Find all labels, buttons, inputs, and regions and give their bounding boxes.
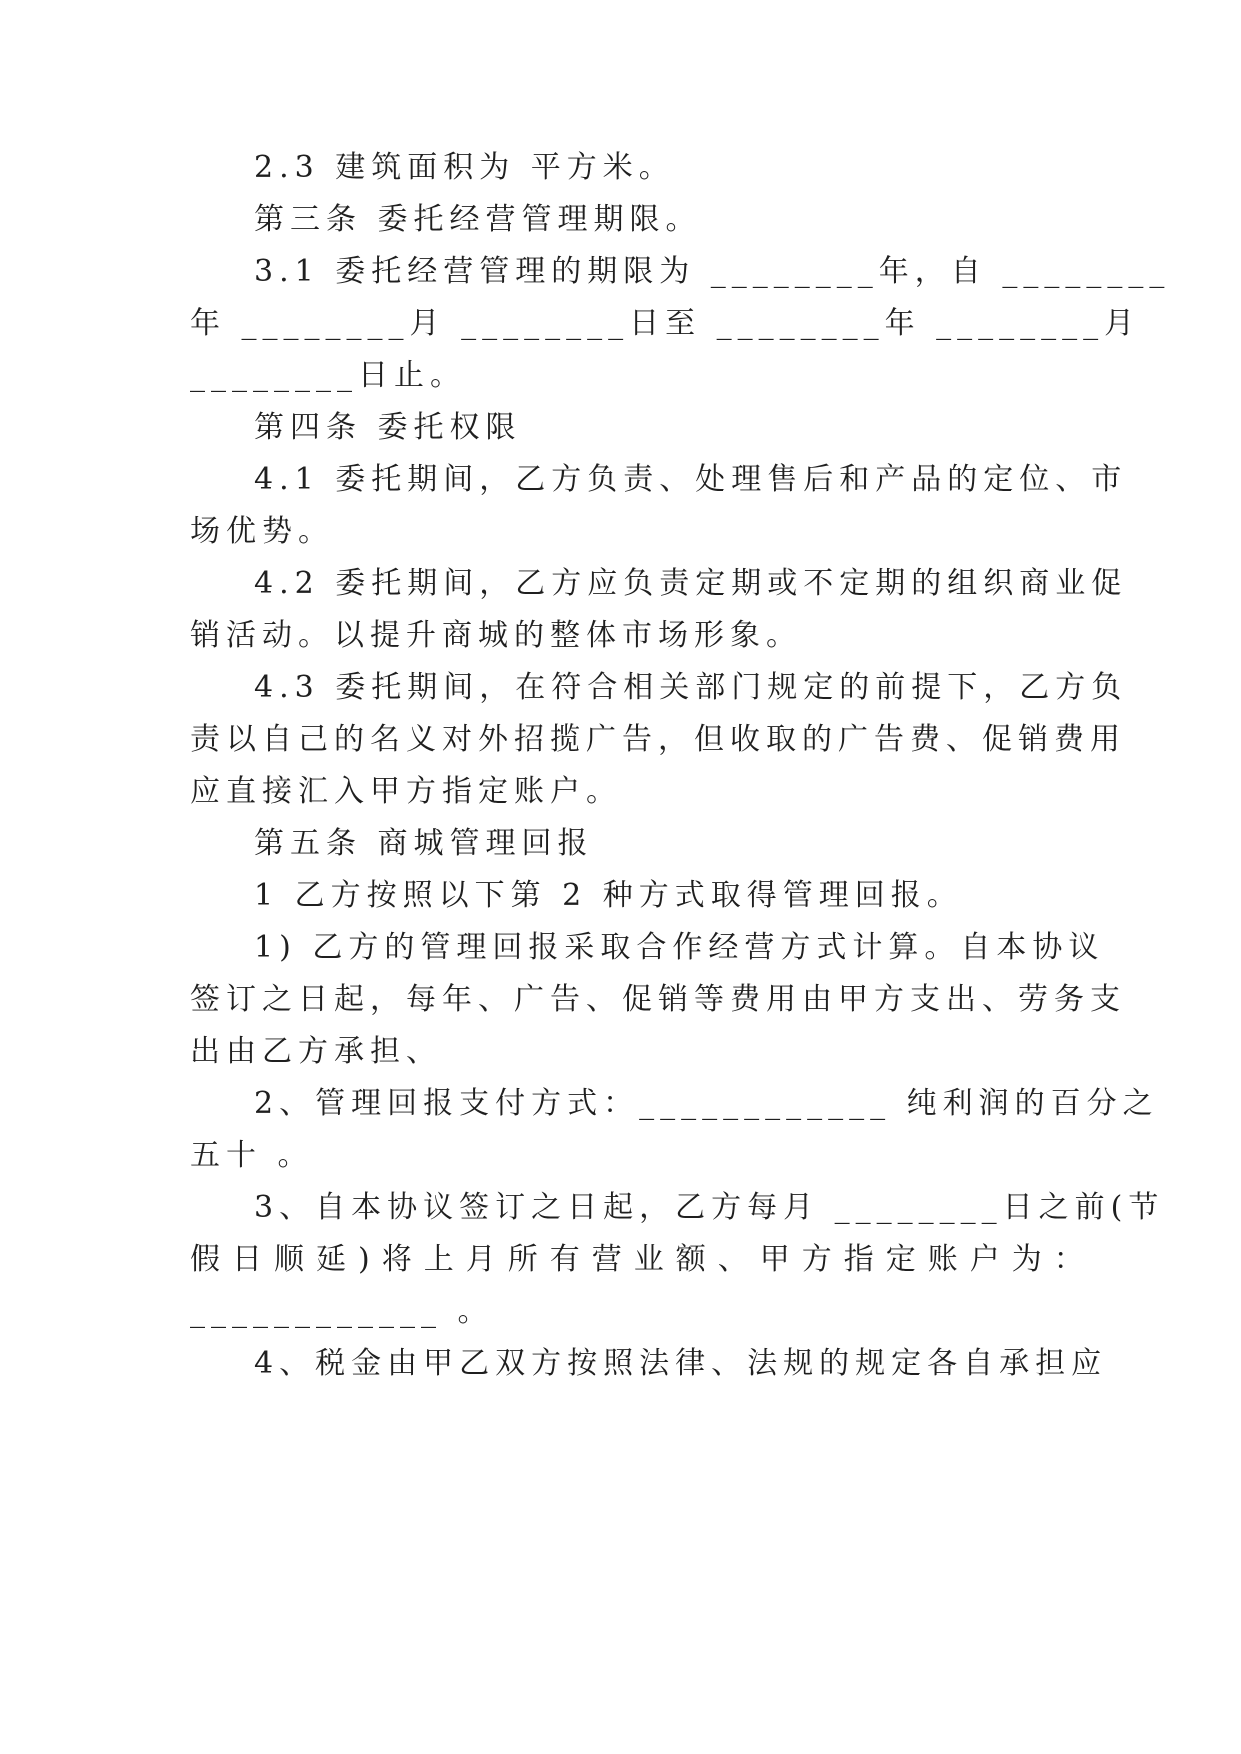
clause-4-1: 4.1 委托期间，乙方负责、处理售后和产品的定位、市 [254,462,1128,497]
clause-2-3: 2.3 建筑面积为 平方米。 [254,150,675,185]
clause-5-3-end: ____________ 。 [190,1294,494,1329]
clause-4-1-cont: 场优势。 [190,514,334,549]
clause-5-1-option: 1) 乙方的管理回报采取合作经营方式计算。自本协议 [254,930,1105,965]
clause-3-1-end: ________日止。 [190,358,466,393]
clause-5-3: 3、自本协议签订之日起，乙方每月 ________日之前(节 [254,1190,1165,1225]
clause-5-3-cont: 假日顺延)将上月所有营业额、甲方指定账户为： [190,1242,1096,1277]
clause-4-2-cont: 销活动。以提升商城的整体市场形象。 [190,618,802,653]
clause-5-4: 4、税金由甲乙双方按照法律、法规的规定各自承担应 [254,1346,1108,1381]
clause-5-2-cont: 五十 。 [190,1138,314,1173]
clause-5-1-option-end: 出由乙方承担、 [190,1034,442,1069]
clause-3-1: 3.1 委托经营管理的期限为 ________年，自 ________ [254,254,1171,289]
clause-4-3: 4.3 委托期间，在符合相关部门规定的前提下，乙方负 [254,670,1128,705]
clause-5-1: 1 乙方按照以下第 2 种方式取得管理回报。 [254,878,963,913]
clause-5-2: 2、管理回报支付方式：____________ 纯利润的百分之 [254,1086,1159,1121]
article-5-heading: 第五条 商城管理回报 [254,826,594,861]
clause-4-2: 4.2 委托期间，乙方应负责定期或不定期的组织商业促 [254,566,1128,601]
clause-5-1-option-cont: 签订之日起，每年、广告、促销等费用由甲方支出、劳务支 [190,982,1126,1017]
clause-4-3-end: 应直接汇入甲方指定账户。 [190,774,622,809]
clause-4-3-cont: 责以自己的名义对外招揽广告，但收取的广告费、促销费用 [190,722,1126,757]
clause-3-1-dates: 年 ________月 ________日至 ________年 ________月 [190,306,1141,341]
article-3-heading: 第三条 委托经营管理期限。 [254,202,702,237]
article-4-heading: 第四条 委托权限 [254,410,522,445]
